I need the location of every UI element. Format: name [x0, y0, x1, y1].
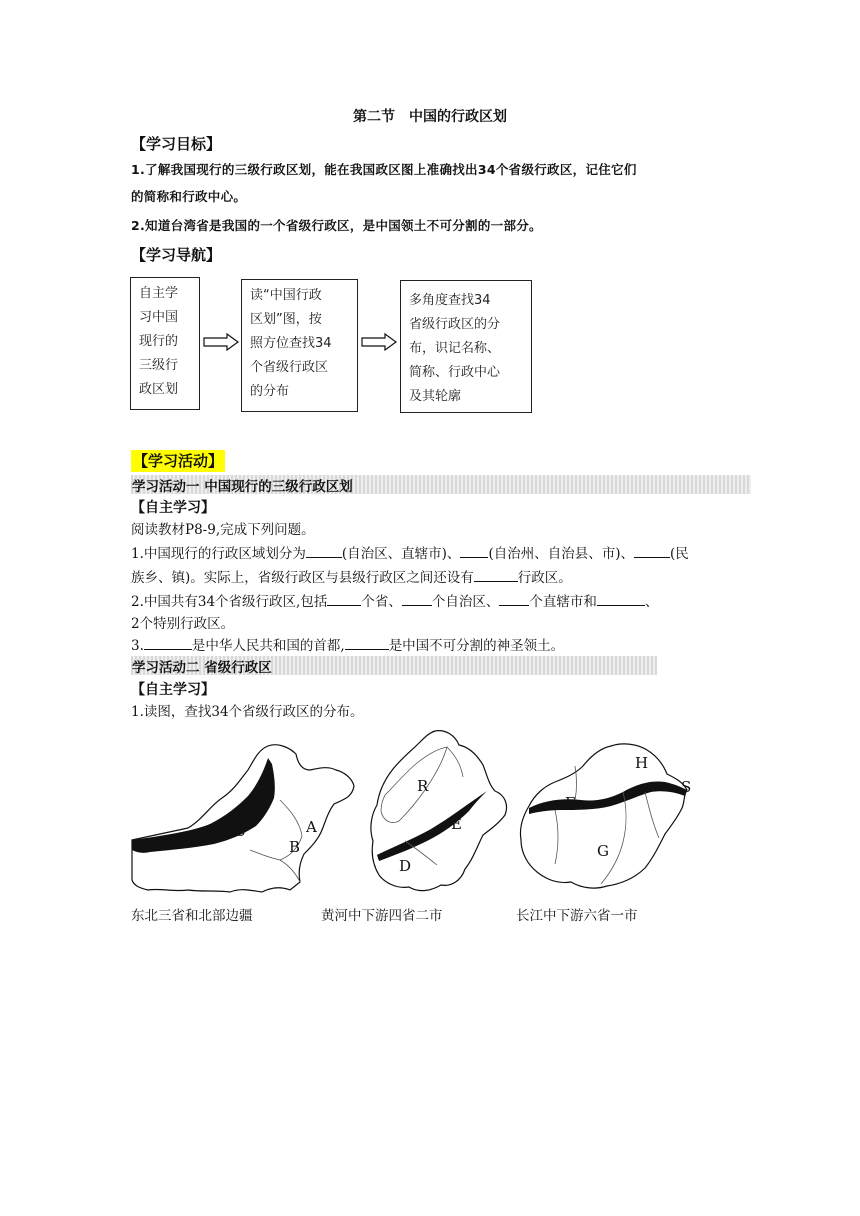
- nav-box-1-line: 习中国: [139, 310, 179, 325]
- question-text: 个自治区、: [431, 594, 500, 610]
- activity-2-subheading: 【自主学习】: [131, 682, 215, 698]
- page-title: 第二节 中国的行政区划: [353, 109, 507, 125]
- arrow-right-icon: [361, 333, 397, 351]
- answer-blank[interactable]: [597, 591, 645, 606]
- map-yellow-river: [365, 725, 510, 900]
- answer-blank[interactable]: [327, 591, 361, 606]
- map-label: H: [635, 754, 649, 772]
- question-text: 个直辖市和: [529, 594, 597, 610]
- question-1-line-1: [131, 542, 751, 566]
- activity-1-subheading: 【自主学习】: [131, 500, 215, 516]
- activity-1-bar: [131, 475, 751, 494]
- activity-1-intro: 阅读教材P8-9,完成下列问题。: [131, 522, 315, 538]
- nav-box-3-line: 布，识记名称、: [409, 341, 501, 356]
- goal-line-2: 2.知道台湾省是我国的一个省级行政区，是中国领土不可分割的一部分。: [131, 218, 542, 233]
- arrow-right-icon: [203, 333, 239, 351]
- question-text: 3.: [131, 638, 144, 654]
- map-northeast: [130, 740, 360, 900]
- map-label: D: [399, 857, 412, 875]
- answer-blank[interactable]: [474, 567, 518, 582]
- nav-box-2: [241, 279, 358, 412]
- nav-heading: 【学习导航】: [131, 246, 222, 264]
- goal-line-1: 1.了解我国现行的三级行政区划，能在我国政区图上准确找出34个省级行政区，记住它们: [131, 162, 637, 177]
- nav-box-1-line: 三级行: [139, 358, 179, 373]
- map-label: C: [234, 822, 246, 840]
- question-text: (自治区、直辖市)、: [341, 546, 461, 562]
- nav-box-3-line: 简称、行政中心: [409, 365, 501, 380]
- map-label: S: [681, 778, 692, 796]
- goal-line-1b: 的简称和行政中心。: [131, 189, 247, 204]
- nav-box-1-line: 现行的: [139, 334, 179, 349]
- question-text: 1.中国现行的行政区域划分为: [131, 546, 306, 562]
- question-text: 行政区。: [517, 570, 572, 586]
- question-2-line-1: [131, 590, 751, 614]
- nav-box-1: [130, 277, 200, 410]
- answer-blank[interactable]: [460, 543, 488, 558]
- question-text: (自治州、自治县、市)、: [488, 546, 634, 562]
- answer-blank[interactable]: [499, 591, 529, 606]
- answer-blank[interactable]: [634, 543, 670, 558]
- goals-heading: 【学习目标】: [131, 135, 222, 153]
- question-text: 个省、: [361, 594, 402, 610]
- question-text: (民: [669, 546, 689, 562]
- answer-blank[interactable]: [306, 543, 342, 558]
- map-yangtze: [515, 738, 715, 900]
- nav-box-3: [400, 280, 532, 413]
- question-text: 2.中国共有34个省级行政区,包括: [131, 594, 328, 610]
- activities-heading: 【学习活动】: [133, 452, 224, 470]
- nav-box-1-line: 政区划: [139, 382, 179, 397]
- activity-1-title: 学习活动一 中国现行的三级行政区划: [132, 479, 353, 495]
- map-label: R: [417, 777, 429, 795]
- question-text: 族乡、镇)。实际上，省级行政区与县级行政区之间还设有: [131, 570, 474, 586]
- answer-blank[interactable]: [345, 635, 389, 650]
- nav-box-2-line: 读“中国行政: [250, 288, 322, 303]
- nav-box-2-line: 区划”图，按: [250, 312, 322, 327]
- map-label: B: [289, 838, 301, 856]
- map-label: A: [306, 818, 317, 836]
- question-1-line-2: [131, 566, 751, 590]
- map-label: G: [597, 842, 609, 860]
- question-text: 、: [644, 594, 659, 610]
- nav-box-3-line: 及其轮廓: [409, 389, 462, 404]
- map-caption-northeast: 东北三省和北部边疆: [131, 908, 253, 924]
- nav-box-2-line: 的分布: [250, 384, 290, 399]
- activities-heading-wrap: [131, 450, 225, 471]
- answer-blank[interactable]: [144, 635, 192, 650]
- activity-2-bar: [131, 656, 657, 675]
- map-caption-yellow-river: 黄河中下游四省二市: [321, 908, 443, 924]
- nav-box-1-line: 自主学: [139, 286, 179, 301]
- map-label: E: [451, 815, 462, 833]
- activity-2-title: 学习活动二 省级行政区: [132, 660, 272, 676]
- answer-blank[interactable]: [402, 591, 432, 606]
- question-3: [131, 634, 751, 658]
- nav-box-2-line: 个省级行政区: [250, 360, 329, 375]
- question-text: 是中华人民共和国的首都,: [191, 638, 345, 654]
- nav-box-3-line: 多角度查找34: [409, 293, 491, 308]
- map-label: F: [565, 794, 576, 812]
- map-caption-yangtze: 长江中下游六省一市: [516, 908, 638, 924]
- question-2-line-2: 2个特别行政区。: [131, 616, 235, 632]
- nav-box-2-line: 照方位查找34: [250, 336, 332, 351]
- nav-box-3-line: 省级行政区的分: [409, 317, 501, 332]
- question-text: 是中国不可分割的神圣领土。: [388, 638, 565, 654]
- activity-2-intro: 1.读图，查找34个省级行政区的分布。: [131, 704, 364, 720]
